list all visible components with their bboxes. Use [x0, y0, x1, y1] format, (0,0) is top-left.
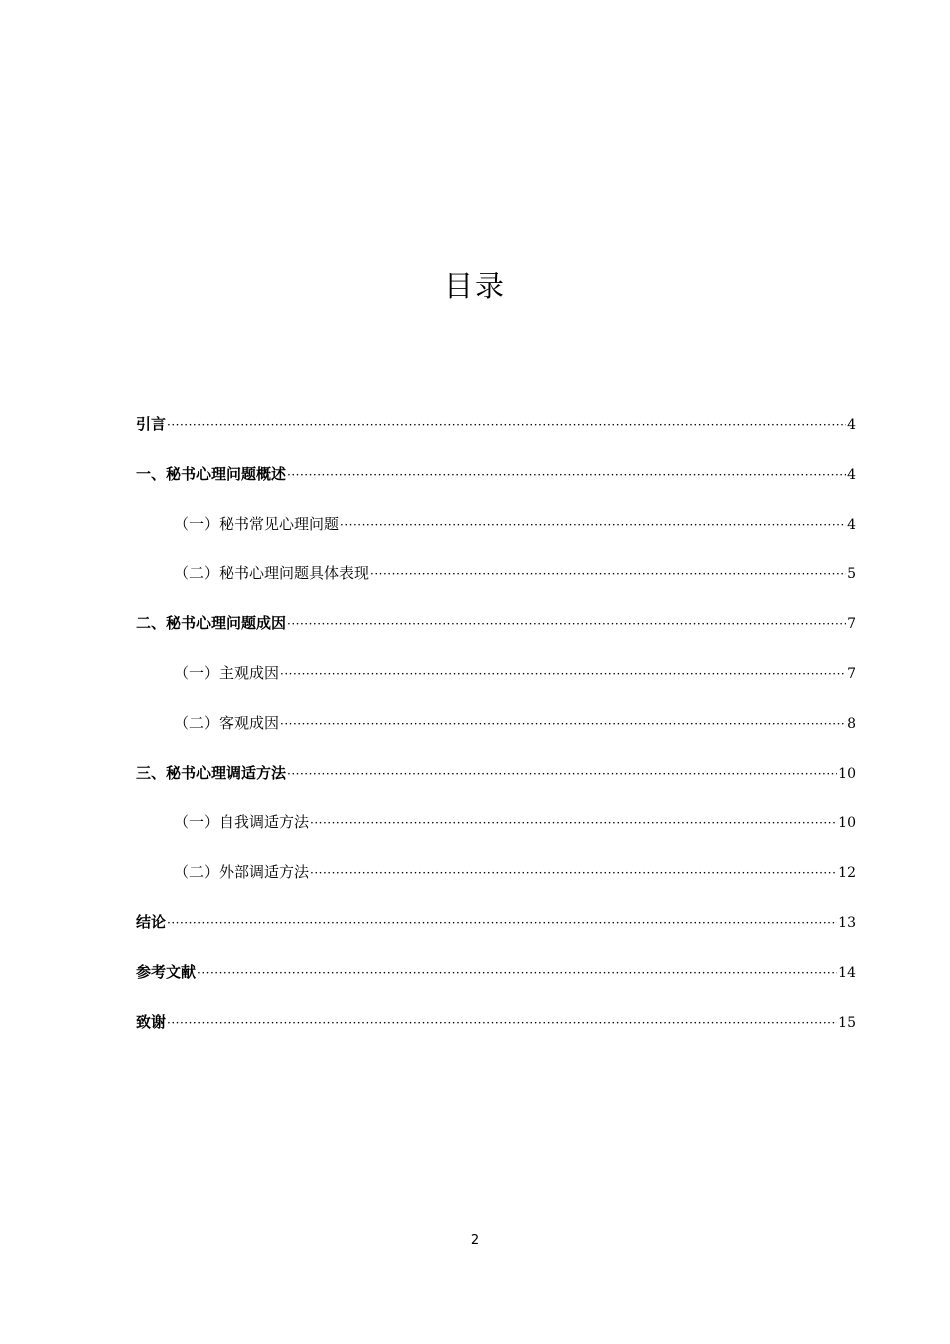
toc-dot-leader — [287, 609, 846, 639]
toc-entry-section-3-1[interactable] — [136, 807, 856, 857]
toc-dot-leader — [280, 709, 846, 739]
toc-entry-page: 4 — [847, 417, 856, 433]
toc-dot-leader — [287, 460, 846, 490]
toc-entry-page: 7 — [847, 616, 856, 633]
toc-dot-leader — [167, 410, 846, 440]
toc-list — [136, 409, 856, 1056]
toc-entry-page: 12 — [838, 865, 856, 882]
toc-entry-label: （一）主观成因 — [174, 663, 280, 682]
toc-entry-section-2-2[interactable] — [136, 708, 856, 758]
toc-entry-conclusion[interactable] — [136, 907, 856, 957]
toc-entry-section-1-1[interactable] — [136, 509, 856, 559]
toc-dot-leader — [310, 858, 837, 888]
toc-entry-page: 7 — [847, 665, 856, 682]
toc-entry-references[interactable] — [136, 957, 856, 1007]
toc-dot-leader — [167, 908, 837, 938]
toc-entry-label: 三、秘书心理调适方法 — [136, 763, 287, 782]
toc-dot-leader — [310, 808, 837, 838]
toc-entry-page: 10 — [838, 765, 856, 782]
toc-entry-label: （一）自我调适方法 — [174, 813, 310, 832]
toc-entry-chapter-3[interactable] — [136, 758, 856, 808]
page-number: 2 — [470, 1233, 480, 1248]
toc-dot-leader — [340, 510, 846, 540]
toc-entry-page: 4 — [847, 516, 856, 533]
toc-entry-chapter-2[interactable] — [136, 608, 856, 658]
toc-entry-section-3-2[interactable] — [136, 857, 856, 907]
toc-dot-leader — [287, 759, 837, 789]
toc-title: 目录 — [443, 269, 506, 303]
toc-entry-label: 一、秘书心理问题概述 — [136, 464, 287, 483]
toc-entry-introduction[interactable] — [136, 409, 856, 459]
toc-dot-leader — [370, 559, 846, 589]
toc-entry-label: 引言 — [136, 415, 167, 433]
toc-dot-leader — [167, 1008, 837, 1038]
toc-entry-section-2-1[interactable] — [136, 658, 856, 708]
toc-entry-label: （二）秘书心理问题具体表现 — [174, 564, 370, 583]
toc-dot-leader — [280, 659, 846, 689]
toc-entry-page: 13 — [838, 914, 856, 931]
toc-entry-label: （二）客观成因 — [174, 713, 280, 732]
toc-entry-label: 二、秘书心理问题成因 — [136, 614, 287, 633]
toc-entry-page: 4 — [847, 466, 856, 483]
toc-dot-leader — [197, 958, 837, 988]
toc-entry-chapter-1[interactable] — [136, 459, 856, 509]
toc-entry-page: 5 — [847, 566, 856, 583]
toc-entry-page: 15 — [838, 1014, 856, 1031]
toc-entry-page: 8 — [847, 715, 856, 732]
toc-entry-section-1-2[interactable] — [136, 558, 856, 608]
toc-entry-label: 结论 — [136, 912, 167, 931]
toc-entry-page: 10 — [838, 815, 856, 832]
toc-entry-page: 14 — [838, 964, 856, 981]
toc-entry-label: 参考文献 — [136, 962, 197, 981]
toc-entry-label: 致谢 — [136, 1012, 167, 1031]
toc-entry-label: （二）外部调适方法 — [174, 863, 310, 882]
toc-entry-acknowledgements[interactable] — [136, 1007, 856, 1057]
toc-entry-label: （一）秘书常见心理问题 — [174, 514, 340, 533]
